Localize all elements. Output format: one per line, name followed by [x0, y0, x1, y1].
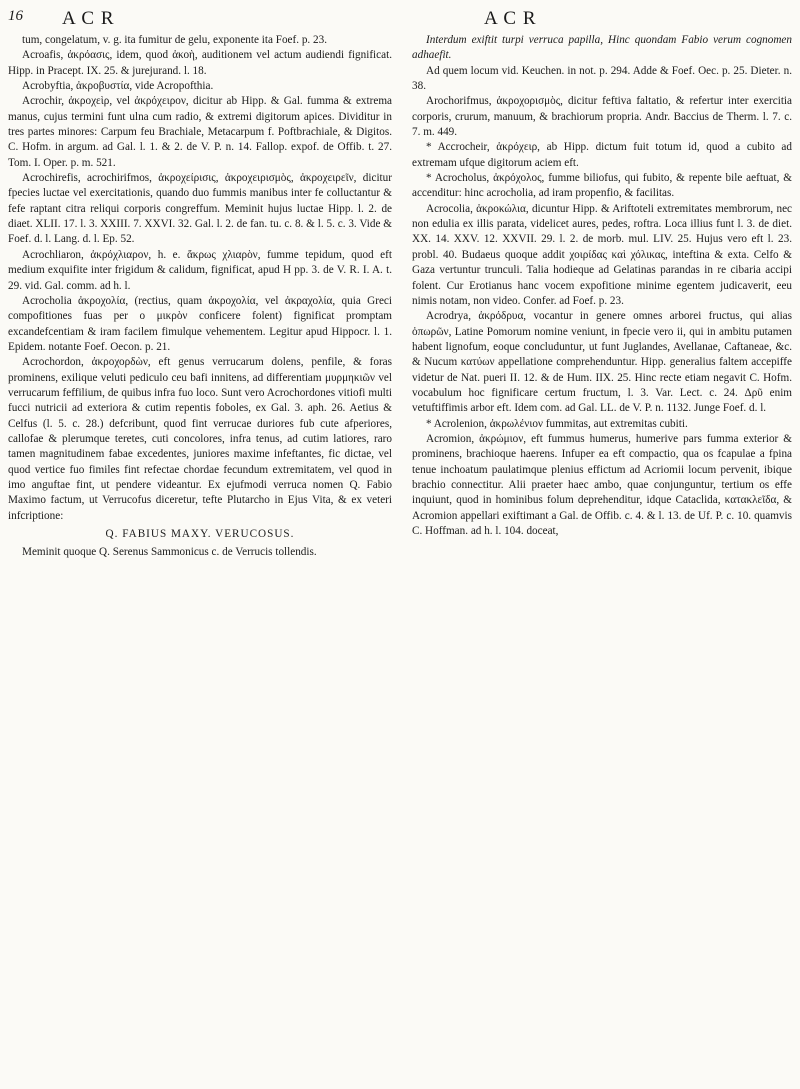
left-column	[8, 33, 392, 561]
dictionary-entry: Acrobyftia, ἀκροβυστία, vide Acropofthia.	[22, 80, 214, 93]
left-running-head: A C R	[62, 8, 115, 29]
dictionary-entry: Acrocholia ἀκροχολία, (rectius, quam ἀκροχολία, vel ἀκραχολία, quia Greci compofitiones fuas per o μικρὸν conficere folent) fignificat promptam excandefcentiam & iram facilem fimulque vehementem. Legitur apud Hippocr. l. 1. Epidem. notante Foef. Oecon. p. 21.	[8, 294, 392, 353]
page-number: 16	[8, 8, 23, 24]
right-column	[412, 33, 792, 539]
dictionary-entry: tum, congelatum, v. g. ita fumitur de gelu, exponente ita Foef. p. 23.	[22, 34, 327, 46]
dictionary-entry: Acroafis, ἀκρόασις, idem, quod ἀκοὴ, auditionem vel actum audiendi fignificat. Hipp. in Pracept. IX. 25. & jurejurand. l. 18.	[8, 49, 392, 77]
dictionary-entry: Acromion, ἀκρώμιον, eft fummus humerus, humerive pars fumma exterior & prominens, brachioque haerens. Infuper ea eft compactio, qua os fcapulae a fpina tenue inchoatum paulatimque plenius effictum ad Acriomii locum pervenit, ibique brachio connectitur. Alii praeter haec ambo, quae conjunguntur, tertium os effe inquiunt, quod in hominibus folum deprehenditur, idque Cataclida, κατακλεῖδα, & Acromion appellari exiftimant a Gal. de Offib. c. 4. & l. 13. de Uf. P. c. 10. quamvis C. Hoffman. ad h. l. 104. doceat,	[412, 432, 792, 537]
dictionary-entry: Acrodrya, ἀκρόδρυα, vocantur in genere omnes arborei fructus, qui alias ὀπωρῶν, Latine Pomorum nomine veniunt, in fpecie vero ii, qui in ambitu putamen habent lignofum, eoque concluduntur, ut funt Juglandes, Avellanae, Caftaneae, &c. & Nucum κατύων appellatione comprehenduntur. Hipp. generalius faltem accepiffe videtur de Nat. pueri II. 12. & de Hum. IIX. 25. Hinc recte etiam negavit C. Hofm. vocabulum hoc fignificare certum fructum, l. 3. Var. Lect. c. 24. Δρῦ enim vetuftiffimis arbor eft. Idem com. ad Gal. LL. de V. P. n. 1132. Junge Foef. d. l.	[412, 310, 792, 415]
inscription: Q. FABIUS MAXY. VERUCOSUS.	[105, 528, 295, 540]
dictionary-entry: Acrochir, ἀκροχεὶρ, vel ἀκρόχειρον, dicitur ab Hipp. & Gal. fumma & extrema manus, cujus termini funt ulna cum radio, & extremi digitorum apices. Dividitur in tres partes minores: Carpum feu Brachiale, Metacarpum f. Poftbrachiale, & Digitos. C. Hofm. in argum. ad Gal. l. 1. & 2. de V. P. n. 14. Fallop. expof. de Offib. t. 27. Tom. I. Oper. p. m. 521.	[8, 95, 392, 169]
dictionary-entry: Arochorifmus, ἀκροχορισμὸς, dicitur feftiva faltatio, & refertur inter exercitia corporis, crurum, manuum, & brachiorum propria. Andr. Baccius de Therm. l. 7. c. 7. m. 449.	[412, 95, 792, 139]
dictionary-entry: Acrochordon, ἀκροχορδὼν, eft genus verrucarum dolens, penfile, & foras prominens, exilique veluti pediculo ceu bafi innitens, ad differentiam μυρμηκιῶν vel verrucarum feffilium, de quibus infra fuo loco. Sunt vero Acrochordones vitiofi multi fucci nutricii ad exteriora & cutim repentis foboles, ex Gal. 3. aph. 26. Aetius & Celfus (l. 5. c. 28.) defcribunt, quod fint verrucae duriores fub cute afperiores, callofae & plerumque teretes, cuti concolores, infra tenus, ad cutim latiores, raro tamen magnitudinem fabae excedentes, juniores maxime infeftantes, fic dictae, vel quod vertice fuo fimiles fint refectae chordae fecundum extremitatem, vel quod in imo anguftae fint, ut pendere videantur. Ex ejufmodi verruca nomen Q. Fabio Maximo factum, ut Verrucofus diceretur, tefte Plutarcho in Ejus Vita, & ex veteri infcriptione:	[8, 356, 392, 522]
dictionary-entry: Acrochliaron, ἀκρόχλιαρον, h. e. ἄκρως χλιαρὸν, fumme tepidum, quod eft medium exquifite inter frigidum & calidum, fignificat, apud H pp. 3. de V. R. I. A. t. 29. vid. Gal. comm. ad h. l.	[8, 248, 392, 292]
dictionary-entry: Acrochirefis, acrochirifmos, ἀκροχείρισις, ἀκροχειρισμὸς, ἀκροχειρεῖν, dicitur fpecies luctae vel exercitationis, quando duo fummis manibus inter fe colluctantur & fefe raptant citra reliqui corporis congreffum. Meminit hujus luctae Hipp. l. 2. de diaet. XLII. 17. l. 3. XXIII. 7. XXVI. 32. Gal. l. 2. de fan. tu. c. 8. & l. 5. c. 3. Vide & Foef. d. l. Lang. d. l. Ep. 52.	[8, 172, 392, 246]
dictionary-entry: * Acrolenion, ἀκρωλένιον fummitas, aut extremitas cubiti.	[426, 417, 688, 430]
dictionary-entry: * Acrocholus, ἀκρόχολος, fumme biliofus, qui fubito, & repente bile aeftuat, & accenditur: hinc acrocholia, ad iram propenfio, & facilitas.	[412, 172, 792, 200]
verse-quotation: Interdum exiftit turpi verruca papilla, Hinc quondam Fabio verum cognomen adhaefit.	[412, 34, 792, 62]
dictionary-entry: Acrocolia, ἀκροκώλια, dicuntur Hipp. & Ariftoteli extremitates membrorum, nec non edulia ex illis parata, videlicet aures, pedes, roftra. Loca illius funt l. 3. de diet. XX. 14. XXV. 12. XXVII. 29. l. 2. de morb. mul. LIV. 25. Hujus vero eft l. 23. probl. 40. Budaeus quoque addit χοιρίδας καὶ χόλικας, inteftina & exta. Celfo & Gaza vertuntur trunculi. Talia hodieque ad Gelatinas parandas in re cibaria accipi folent. Cur Erotianus hanc vocem expofitione minime egentem judicaverit, eeu nimis notam, non video. Confer. ad Foef. p. 23.	[412, 202, 792, 307]
right-running-head: A C R	[484, 8, 537, 29]
dictionary-entry: Ad quem locum vid. Keuchen. in not. p. 294. Adde & Foef. Oec. p. 25. Dieter. n. 38.	[412, 64, 792, 93]
dictionary-entry: Meminit quoque Q. Serenus Sammonicus c. de Verrucis tollendis.	[22, 546, 317, 559]
dictionary-entry: * Accrocheir, ἀκρόχειρ, ab Hipp. dictum fuit totum id, quod a cubito ad extremam ufque digitorum aciem eft.	[412, 141, 792, 169]
